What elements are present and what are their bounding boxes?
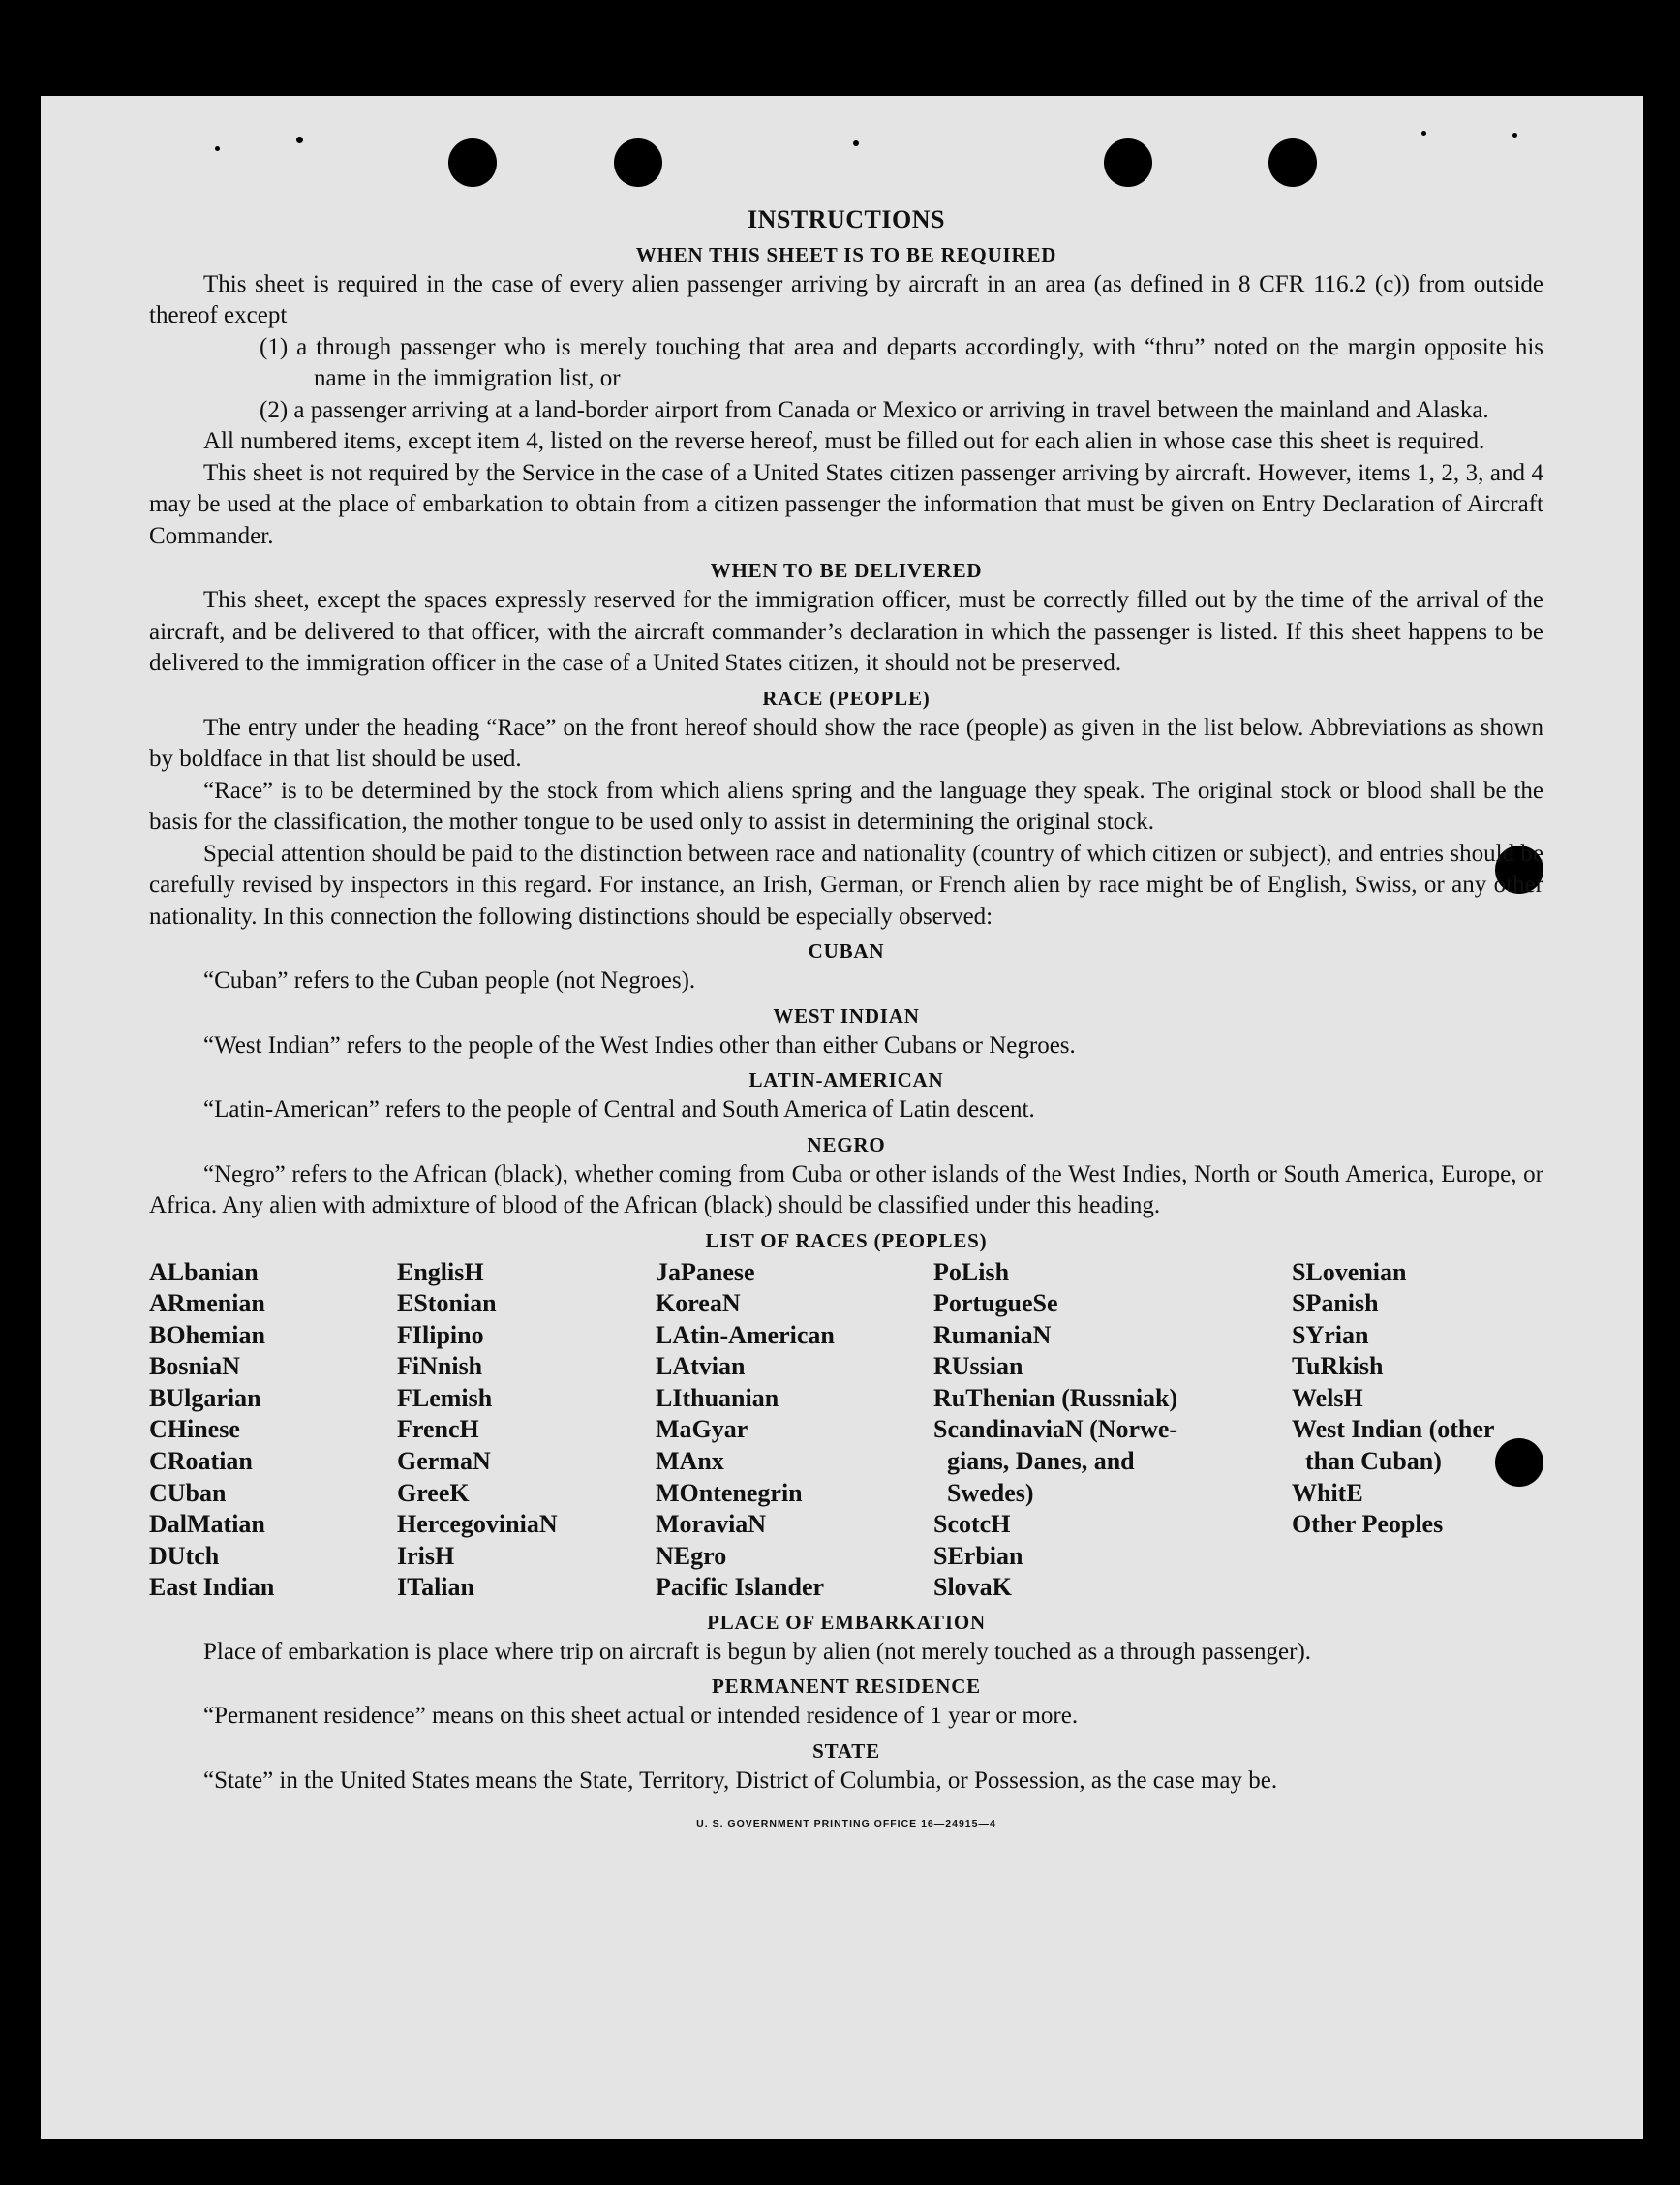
race-item: JaPanese: [656, 1257, 755, 1286]
race-item: FLemish: [397, 1383, 493, 1412]
race-item: NEgro: [656, 1541, 727, 1570]
heading-state: STATE: [812, 1739, 880, 1763]
heading-negro: NEGRO: [807, 1132, 886, 1156]
paragraph: “Latin-American” refers to the people of Central and South America of Latin descent.: [203, 1096, 1035, 1123]
heading-latin-american: LATIN-AMERICAN: [748, 1068, 944, 1092]
race-item: GreeK: [397, 1478, 470, 1507]
race-item: DalMatian: [149, 1510, 265, 1539]
race-column-4: [933, 1257, 1177, 1605]
race-item: HercegoviniaN: [397, 1510, 558, 1539]
race-item: WelsH: [1292, 1383, 1363, 1412]
paragraph: Place of embarkation is place where trip on aircraft is begun by alien (not merely touched as a through passenger).: [203, 1638, 1312, 1665]
race-list: [149, 1257, 1543, 1604]
page-title: INSTRUCTIONS: [748, 205, 945, 233]
paragraph: “Permanent residence” means on this sheet actual or intended residence of 1 year or more.: [203, 1703, 1079, 1729]
race-item: SlovaK: [933, 1573, 1012, 1602]
list-item: (2) a passenger arriving at a land-border airport from Canada or Mexico or arriving in travel between the mainland and Alaska.: [260, 396, 1489, 423]
race-item: KoreaN: [656, 1289, 741, 1318]
paragraph: This sheet, except the spaces expressly reserved for the immigration officer, must be correctly filled out by the time of the arrival of the aircraft, and be delivered to that officer, with the aircraft commander’s declaration in which the passenger is listed. If this sheet happens to be delivered to the immigration officer in the case of a United States citizen, it should not be preserved.: [149, 587, 1543, 676]
speck: [853, 140, 859, 146]
race-item: LAtin-American: [656, 1320, 835, 1349]
heading-when-required: WHEN THIS SHEET IS TO BE REQUIRED: [635, 242, 1057, 266]
punch-hole: [448, 138, 497, 187]
race-item: East Indian: [149, 1573, 275, 1602]
race-item: ScotcH: [933, 1510, 1011, 1539]
heading-race: RACE (PEOPLE): [762, 686, 931, 710]
paragraph: “State” in the United States means the State, Territory, District of Columbia, or Possession, as the case may be.: [203, 1767, 1278, 1794]
speck: [1512, 133, 1517, 138]
race-column-1: [149, 1257, 274, 1605]
heading-when-delivered: WHEN TO BE DELIVERED: [710, 559, 983, 582]
document-sheet: [41, 96, 1643, 2139]
heading-west-indian: WEST INDIAN: [773, 1003, 920, 1028]
race-item: than Cuban): [1305, 1447, 1442, 1476]
race-item: DUtch: [149, 1541, 220, 1570]
race-column-3: [656, 1257, 835, 1605]
paragraph: This sheet is required in the case of every alien passenger arriving by aircraft in an area (as defined in 8 CFR 116.2 (c)) from outside thereof except: [149, 270, 1543, 328]
race-item: FiNnish: [397, 1352, 483, 1381]
heading-permanent-residence: PERMANENT RESIDENCE: [712, 1675, 981, 1698]
race-item: gians, Danes, and: [947, 1447, 1135, 1476]
instructions-content: [149, 204, 1543, 1840]
speck: [215, 146, 220, 151]
race-item: IrisH: [397, 1541, 455, 1570]
paragraph: “Cuban” refers to the Cuban people (not Negroes).: [203, 968, 696, 994]
race-item: BUlgarian: [149, 1383, 261, 1412]
paragraph: “Negro” refers to the African (black), whether coming from Cuba or other islands of the West Indies, North or South America, Europe, or Africa. Any alien with admixture of blood of the African (black) should be classified under this heading.: [149, 1160, 1543, 1218]
race-item: RuThenian (Russniak): [933, 1383, 1178, 1412]
race-item: RUssian: [933, 1352, 1023, 1381]
race-item: WhitE: [1292, 1478, 1363, 1507]
race-item: SLovenian: [1292, 1257, 1407, 1286]
race-column-5: [1292, 1257, 1494, 1541]
paragraph: The entry under the heading “Race” on the front hereof should show the race (people) as given in the list below. Abbreviations as shown by boldface in that list should be used.: [149, 714, 1543, 772]
race-item: ScandinaviaN (Norwe-: [933, 1415, 1178, 1444]
paragraph: Special attention should be paid to the distinction between race and nationality (country of which citizen or subject), and entries should be carefully revised by inspectors in this regard. For instance, an Irish, German, or French alien by race might be of English, Swiss, or any other nationality. In this connection the following distinctions should be especially observed:: [149, 840, 1543, 930]
race-column-2: [397, 1257, 558, 1605]
race-item: TuRkish: [1292, 1352, 1384, 1381]
race-item: EStonian: [397, 1289, 497, 1318]
race-item: PortugueSe: [933, 1289, 1058, 1318]
race-item: Pacific Islander: [656, 1573, 825, 1602]
speck: [296, 137, 303, 143]
race-item: BosniaN: [149, 1352, 240, 1381]
race-item: SPanish: [1292, 1289, 1379, 1318]
list-item: (1) a through passenger who is merely touching that area and departs accordingly, with “thru” noted on the margin opposite his name in the immigration list, or: [260, 333, 1543, 391]
race-item: ALbanian: [149, 1257, 259, 1286]
race-item: CHinese: [149, 1415, 240, 1444]
race-item: ITalian: [397, 1573, 474, 1602]
race-item: LAtvian: [656, 1352, 746, 1381]
paragraph: All numbered items, except item 4, listed on the reverse hereof, must be filled out for each alien in whose case this sheet is required.: [203, 428, 1485, 454]
paragraph: This sheet is not required by the Service in the case of a United States citizen passenger arriving by aircraft. However, items 1, 2, 3, and 4 may be used at the place of embarkation to obtain from a citizen passenger the information that must be given on Entry Declaration of Aircraft Commander.: [149, 459, 1543, 549]
race-item: PoLish: [933, 1257, 1010, 1286]
race-item: RumaniaN: [933, 1320, 1052, 1349]
race-item: FIlipino: [397, 1320, 484, 1349]
race-item: CUban: [149, 1478, 227, 1507]
race-item: MAnx: [656, 1447, 724, 1476]
race-item: ARmenian: [149, 1289, 265, 1318]
punch-hole: [1268, 138, 1317, 187]
race-item: Swedes): [947, 1478, 1034, 1507]
race-item: SYrian: [1292, 1320, 1369, 1349]
race-item: Other Peoples: [1292, 1510, 1444, 1539]
punch-hole: [614, 138, 662, 187]
paragraph: “Race” is to be determined by the stock from which aliens spring and the language they speak. The original stock or blood shall be the basis for the classification, the mother tongue to be used only to assist in determining the original stock.: [149, 777, 1543, 835]
paragraph: “West Indian” refers to the people of the West Indies other than either Cubans or Negroes.: [203, 1031, 1076, 1059]
race-item: West Indian (other: [1292, 1415, 1495, 1444]
race-item: MaGyar: [656, 1415, 748, 1444]
heading-list-of-races: LIST OF RACES (PEOPLES): [705, 1228, 988, 1252]
race-item: EnglisH: [397, 1257, 484, 1286]
race-item: SErbian: [933, 1541, 1023, 1570]
speck: [1421, 131, 1426, 136]
heading-cuban: CUBAN: [808, 939, 885, 963]
race-item: GermaN: [397, 1447, 491, 1476]
punch-hole: [1104, 138, 1152, 187]
race-item: MOntenegrin: [656, 1478, 803, 1507]
printer-imprint: U. S. GOVERNMENT PRINTING OFFICE 16—24915—4: [696, 1818, 996, 1830]
race-item: LIthuanian: [656, 1383, 779, 1412]
race-item: CRoatian: [149, 1447, 253, 1476]
race-item: MoraviaN: [656, 1510, 767, 1539]
heading-embarkation: PLACE OF EMBARKATION: [707, 1610, 986, 1634]
race-item: BOhemian: [149, 1320, 265, 1349]
race-item: FrencH: [397, 1415, 479, 1444]
